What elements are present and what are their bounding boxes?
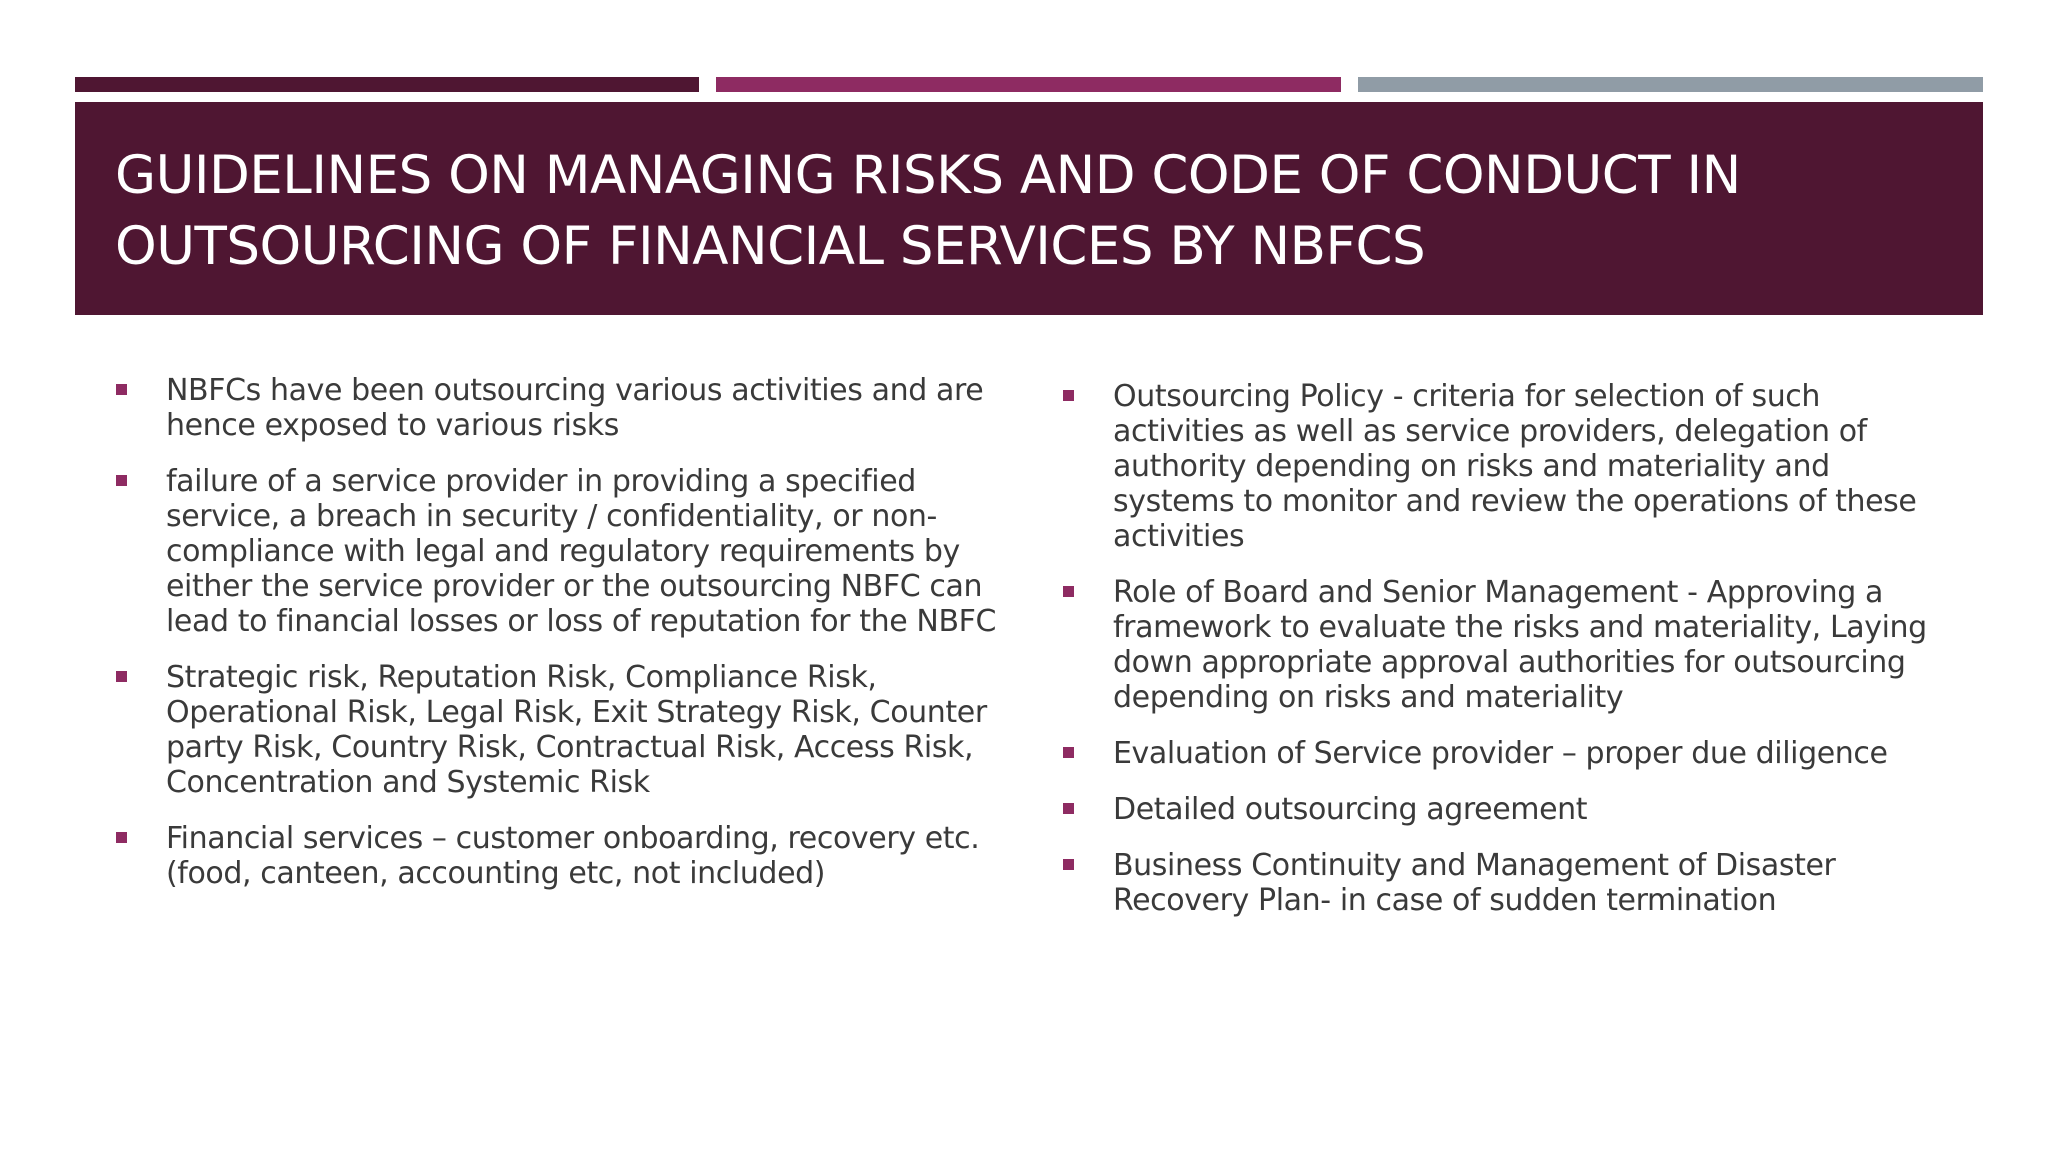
bullet-text: failure of a service provider in providing a specified service, a breach in security / confidentiality, or non-compliance with legal and regulatory requirements by either the service provider or the outsourcing NBFC can lead to financial losses or loss of reputation for the NBFC [166, 464, 997, 639]
decorative-bar-gray [1358, 77, 1983, 92]
slide-title-line-1: GUIDELINES ON MANAGING RISKS AND CODE OF CONDUCT IN [115, 145, 1741, 206]
list-item [1063, 379, 1953, 554]
square-bullet-icon [1063, 747, 1074, 758]
list-item [1063, 575, 1953, 715]
list-item [1063, 792, 1953, 827]
bullet-text: Outsourcing Policy - criteria for selection of such activities as well as service providers, delegation of authority depending on risks and materiality and systems to monitor and review the operations of these activities [1113, 379, 1917, 554]
square-bullet-icon [116, 832, 127, 843]
bullet-text: Detailed outsourcing agreement [1113, 792, 1588, 827]
bullet-text: Business Continuity and Management of Disaster Recovery Plan- in case of sudden termination [1113, 848, 1836, 918]
bullet-text: NBFCs have been outsourcing various activities and are hence exposed to various risks [166, 373, 984, 443]
decorative-bar-magenta [716, 77, 1341, 92]
square-bullet-icon [116, 475, 127, 486]
bullet-text: Strategic risk, Reputation Risk, Compliance Risk, Operational Risk, Legal Risk, Exit Strategy Risk, Counter party Risk, Country Risk, Contractual Risk, Access Risk, Concentration and Systemic Risk [166, 660, 987, 800]
square-bullet-icon [1063, 586, 1074, 597]
square-bullet-icon [1063, 859, 1074, 870]
bullet-text: Financial services – customer onboarding, recovery etc. (food, canteen, accounting etc, not included) [166, 821, 980, 891]
title-band [75, 102, 1983, 315]
slide-title-line-2: OUTSOURCING OF FINANCIAL SERVICES BY NBFCS [115, 216, 1426, 277]
list-item [1063, 736, 1953, 771]
list-item [116, 373, 1004, 443]
slide-title [115, 140, 1955, 282]
square-bullet-icon [116, 384, 127, 395]
list-item [116, 821, 1004, 891]
bullet-text: Role of Board and Senior Management - Approving a framework to evaluate the risks and materiality, Laying down appropriate approval authorities for outsourcing depending on risks and materiality [1113, 575, 1927, 715]
square-bullet-icon [1063, 390, 1074, 401]
list-item [116, 660, 1004, 800]
list-item [1063, 848, 1953, 918]
left-bullet-list [116, 373, 1004, 912]
decorative-bar-dark [75, 77, 699, 92]
bullet-text: Evaluation of Service provider – proper due diligence [1113, 736, 1888, 771]
right-bullet-list [1063, 379, 1953, 939]
square-bullet-icon [1063, 803, 1074, 814]
square-bullet-icon [116, 671, 127, 682]
list-item [116, 464, 1004, 639]
